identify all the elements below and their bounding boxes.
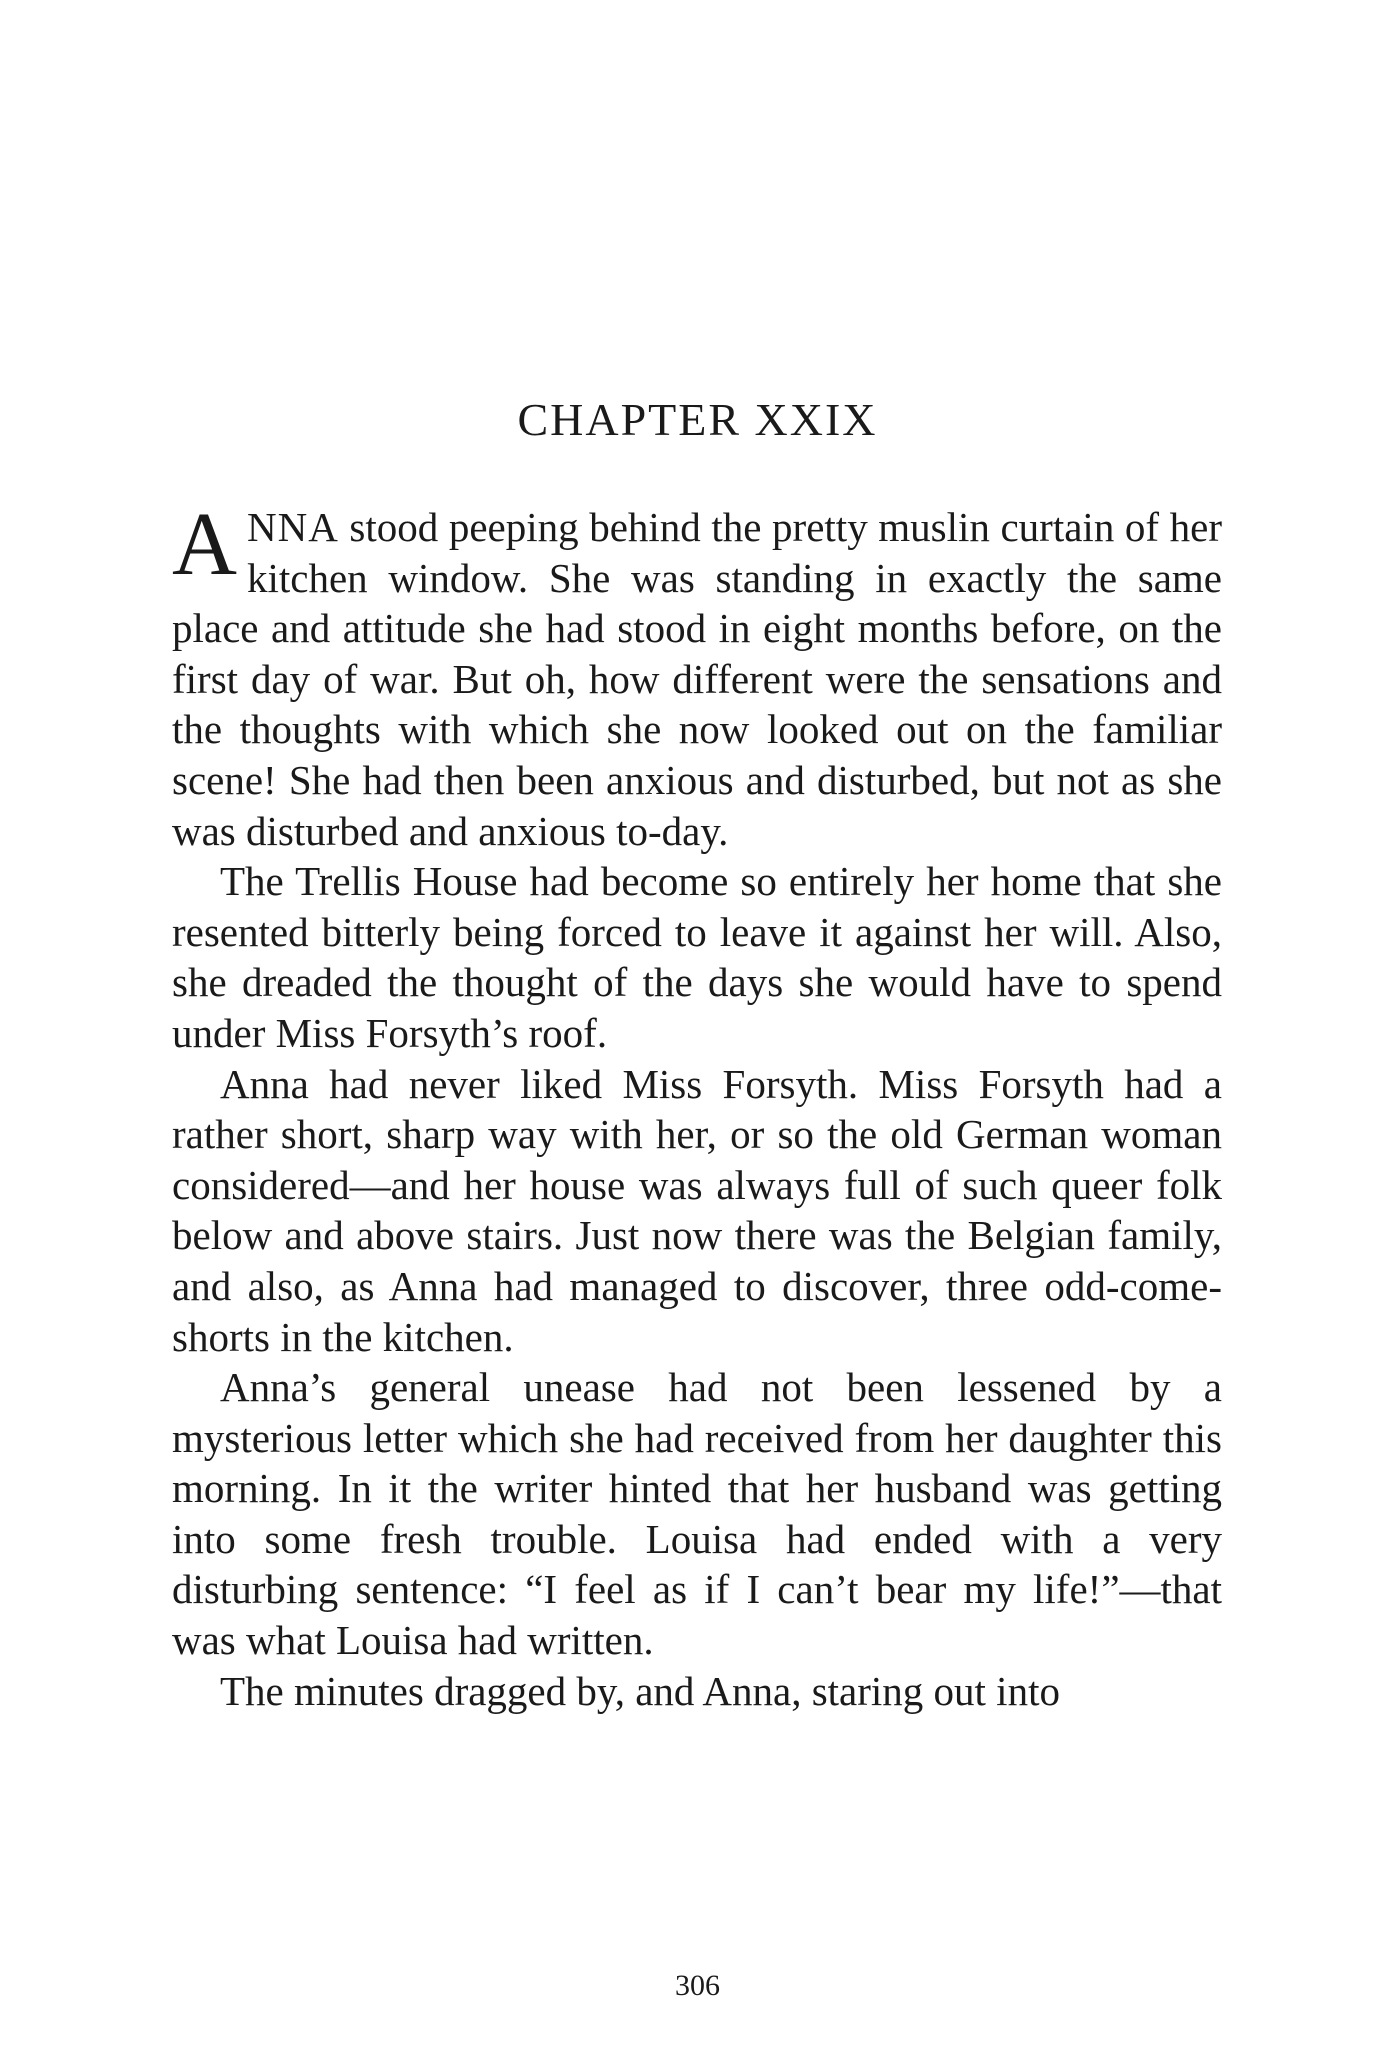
paragraph <box>172 856 1222 1058</box>
paragraph-text: Anna’s general unease had not been lessened by a mysterious letter which she had received from her daughter this morning. In it the writer hinted that her husband was getting into some fresh trouble. Louisa had ended with a very disturbing sentence: “I feel as if I can’t bear my life!”—that was what Louisa had written. <box>172 1364 1222 1664</box>
drop-cap: A <box>172 495 237 594</box>
paragraph-text: The Trellis House had become so entirely her home that she resented bitterly being forced to leave it against her will. Also, she dreaded the thought of the days she would have to spend under Miss Forsyth’s roof. <box>172 858 1222 1056</box>
paragraph <box>172 1666 1222 1717</box>
paragraph-text: The minutes dragged by, and Anna, staring out into <box>220 1667 1060 1714</box>
body-text <box>172 495 1222 1716</box>
paragraph-lead: NNA <box>247 504 339 550</box>
paragraph <box>172 1059 1222 1363</box>
chapter-heading: CHAPTER XXIX <box>517 394 878 445</box>
paragraph-text: stood peeping behind the pretty muslin curtain of her kitchen window. She was standing in exactly the same place and attitude she had stood in eight months before, on the first day of war. But oh, how different were the sensations and the thoughts with which she now looked out on the familiar scene! She had then been anxious and disturbed, but not as she was disturbed and anxious to-day. <box>172 504 1222 854</box>
paragraph <box>172 495 1222 856</box>
paragraph-text: Anna had never liked Miss Forsyth. Miss Forsyth had a rather short, sharp way with her, or so the old German woman considered—and her house was always full of such queer folk below and above stairs. Just now there was the Belgian family, and also, as Anna had managed to discover, three odd-come-shorts in the kitchen. <box>172 1060 1222 1360</box>
paragraph <box>172 1362 1222 1666</box>
page-number: 306 <box>675 1969 720 2002</box>
